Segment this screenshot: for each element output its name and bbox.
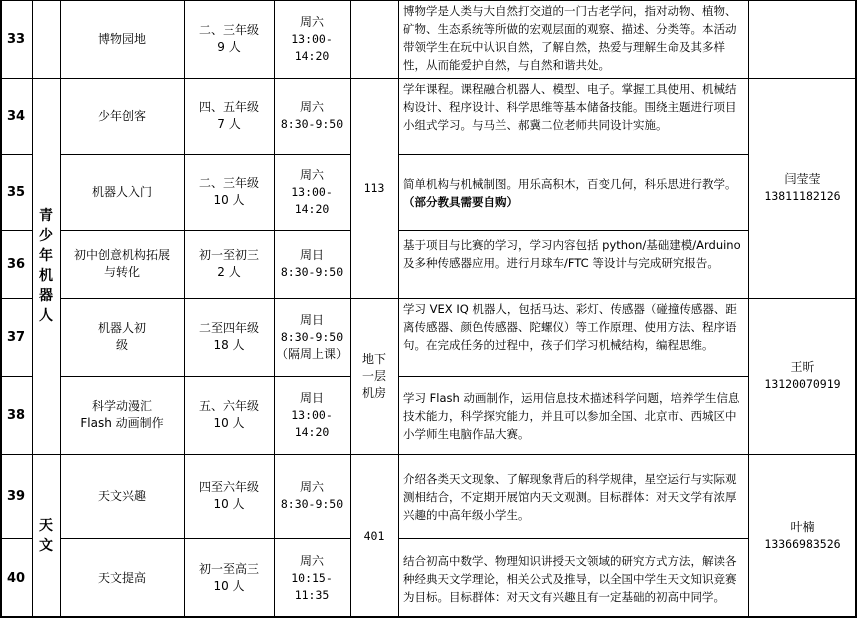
grid-line <box>0 298 32 299</box>
grid-line <box>0 154 32 155</box>
teacher-phone: 13120070919 <box>764 377 841 391</box>
grid-line <box>0 454 857 455</box>
time-range: 8:30-9:50 <box>280 117 344 131</box>
course-description: 学习 VEX IQ 机器人，包括马达、彩灯、传感器（碰撞传感器、距离传感器、颜色传感器、陀螺仪）等工作原理、使用方法、程序语句。在完成任务的过程中，孩子们学习机械结构，编程思维。 <box>403 302 737 352</box>
room-cell: 地下一层机房 <box>361 351 386 400</box>
time-range: 8:30-9:50 <box>280 265 344 279</box>
student-count: 7 人 <box>217 117 241 131</box>
grid-line <box>398 154 748 155</box>
course-name: 机器人初级 <box>97 321 146 352</box>
course-description: 学习 Flash 动画制作，运用信息技术描述科学问题，培养学生信息技术能力，科学探究能力，并且可以参加全国、北京市、西城区中小学师生电脑作品大赛。 <box>403 391 740 441</box>
grade-range: 二至四年级 <box>198 321 259 335</box>
grid-line <box>0 230 32 231</box>
grid-line <box>0 538 32 539</box>
grid-line <box>350 0 351 618</box>
weekday: 周六 <box>299 480 324 494</box>
teacher-name: 叶楠 <box>790 520 815 534</box>
schedule-cell <box>274 230 350 298</box>
teacher-cell <box>748 454 857 618</box>
weekday: 周六 <box>299 100 324 114</box>
time-range: 8:30-9:50 <box>280 497 344 511</box>
teacher-cell <box>748 0 857 78</box>
schedule-note: （隔周上课） <box>275 346 348 361</box>
weekday: 周日 <box>299 312 324 327</box>
teacher-phone: 13811182126 <box>764 189 841 203</box>
grade-cell <box>184 78 274 154</box>
grade-cell <box>184 376 274 454</box>
course-name: 科学动漫汇Flash 动画制作 <box>80 399 164 430</box>
grid-line <box>60 0 61 618</box>
schedule-cell <box>274 0 350 78</box>
grid-line <box>398 376 748 377</box>
student-count: 10 人 <box>213 497 245 511</box>
course-name: 天文兴趣 <box>97 488 146 503</box>
grid-line <box>60 230 350 231</box>
course-description: 介绍各类天文现象、了解现象背后的科学规律，星空运行与实际观测相结合，不定期开展馆内天文观测。目标群体：对天文学有浓厚兴趣的中高年级小学生。 <box>403 472 737 522</box>
grade-cell <box>184 154 274 230</box>
course-description: 结合初高中数学、物理知识讲授天文领域的研究方式方法，解读各种经典天文学理论，相关公式及推导，以全国中学生天文知识竞赛为目标。目标群体：对天文有兴趣且有一定基础的初高中同学。 <box>403 554 737 604</box>
weekday: 周六 <box>299 167 324 182</box>
teacher-cell <box>748 298 857 454</box>
grid-line <box>60 298 857 299</box>
grade-range: 初一至初三 <box>198 248 259 262</box>
schedule-cell <box>274 78 350 154</box>
student-count: 2 人 <box>217 265 241 279</box>
grid-line <box>184 0 185 618</box>
grid-line <box>32 0 33 618</box>
grid-line <box>398 0 399 618</box>
grade-range: 五、六年级 <box>198 399 259 413</box>
schedule-cell <box>274 538 350 618</box>
weekday: 周日 <box>299 248 324 262</box>
schedule-cell <box>274 376 350 454</box>
grade-cell <box>184 298 274 376</box>
schedule-cell <box>274 454 350 538</box>
student-count: 10 人 <box>213 579 245 593</box>
row-number: 33 <box>6 31 26 47</box>
weekday: 周六 <box>299 14 324 29</box>
teacher-name: 王昕 <box>790 360 815 374</box>
description-note: （部分教具需要自购） <box>403 195 518 209</box>
grade-cell <box>184 538 274 618</box>
course-description: 博物学是人类与大自然打交道的一门古老学问，指对动物、植物、矿物、生态系统等所做的宏观层面的观察、描述、分类等。本活动带领学生在玩中认识自然，了解自然，热爱与理解生命及其多样性，从而能爱护自然，与自然和谐共处。 <box>403 4 737 72</box>
grade-range: 四至六年级 <box>198 480 259 494</box>
weekday: 周六 <box>299 553 324 568</box>
grid-line <box>748 0 749 618</box>
grade-range: 二、三年级 <box>198 23 259 37</box>
course-name: 博物园地 <box>97 31 146 46</box>
course-description <box>398 154 748 230</box>
grid-line <box>60 154 350 155</box>
student-count: 18 人 <box>213 338 245 352</box>
course-description: 学年课程。课程融合机器人、模型、电子。掌握工具使用、机械结构设计、程序设计、科学思维等基本储备技能。围绕主题进行项目小组式学习。与马兰、郝冀二位老师共同设计实施。 <box>403 82 737 132</box>
student-count: 10 人 <box>213 416 245 430</box>
row-number: 38 <box>6 407 26 423</box>
room-cell: 113 <box>363 180 385 195</box>
grid-line <box>0 0 2 618</box>
grade-cell <box>184 0 274 78</box>
grid-line <box>60 538 350 539</box>
course-name: 天文提高 <box>97 570 146 585</box>
weekday: 周日 <box>299 390 324 405</box>
grade-range: 初一至高三 <box>198 562 259 576</box>
grade-range: 二、三年级 <box>198 176 259 190</box>
grid-line <box>398 230 748 231</box>
schedule-cell <box>274 154 350 230</box>
row-number: 37 <box>6 329 26 345</box>
grid-line <box>398 538 748 539</box>
grade-cell <box>184 454 274 538</box>
category-robotics: 青少年机器人 <box>39 208 53 324</box>
description-text: 简单机构与机械制图。用乐高积木，百变几何，科乐思进行教学。 <box>403 177 737 191</box>
room-cell <box>350 0 398 78</box>
grid-line <box>60 376 350 377</box>
row-number: 36 <box>6 256 26 272</box>
schedule-cell <box>274 298 350 376</box>
time-range: 13:00-14:20 <box>291 407 333 439</box>
category-astronomy: 天文 <box>39 518 53 554</box>
course-name: 少年创客 <box>97 108 146 123</box>
grid-line <box>0 0 857 1</box>
teacher-name: 闫莹莹 <box>784 172 821 186</box>
student-count: 10 人 <box>213 193 245 207</box>
row-number: 35 <box>6 184 26 200</box>
student-count: 9 人 <box>217 40 241 54</box>
course-description: 基于项目与比赛的学习，学习内容包括 python/基础建模/Arduino 及多种传感器应用。进行月球车/FTC 等设计与完成研究报告。 <box>403 238 741 270</box>
course-name: 初中创意机构拓展与转化 <box>74 248 171 279</box>
grade-range: 四、五年级 <box>198 100 259 114</box>
row-number: 40 <box>6 570 26 586</box>
teacher-cell <box>748 78 857 298</box>
room-cell: 401 <box>363 528 385 543</box>
course-name: 机器人入门 <box>91 184 152 199</box>
row-number: 34 <box>6 108 26 124</box>
grade-cell <box>184 230 274 298</box>
teacher-phone: 13366983526 <box>764 537 841 551</box>
grid-line <box>0 376 32 377</box>
row-number: 39 <box>6 488 26 504</box>
grid-line <box>274 0 275 618</box>
time-range: 8:30-9:50 <box>280 329 344 344</box>
time-range: 13:00-14:20 <box>291 184 333 216</box>
time-range: 13:00-14:20 <box>291 31 333 63</box>
time-range: 10:15-11:35 <box>291 570 333 602</box>
grid-line <box>0 78 857 79</box>
